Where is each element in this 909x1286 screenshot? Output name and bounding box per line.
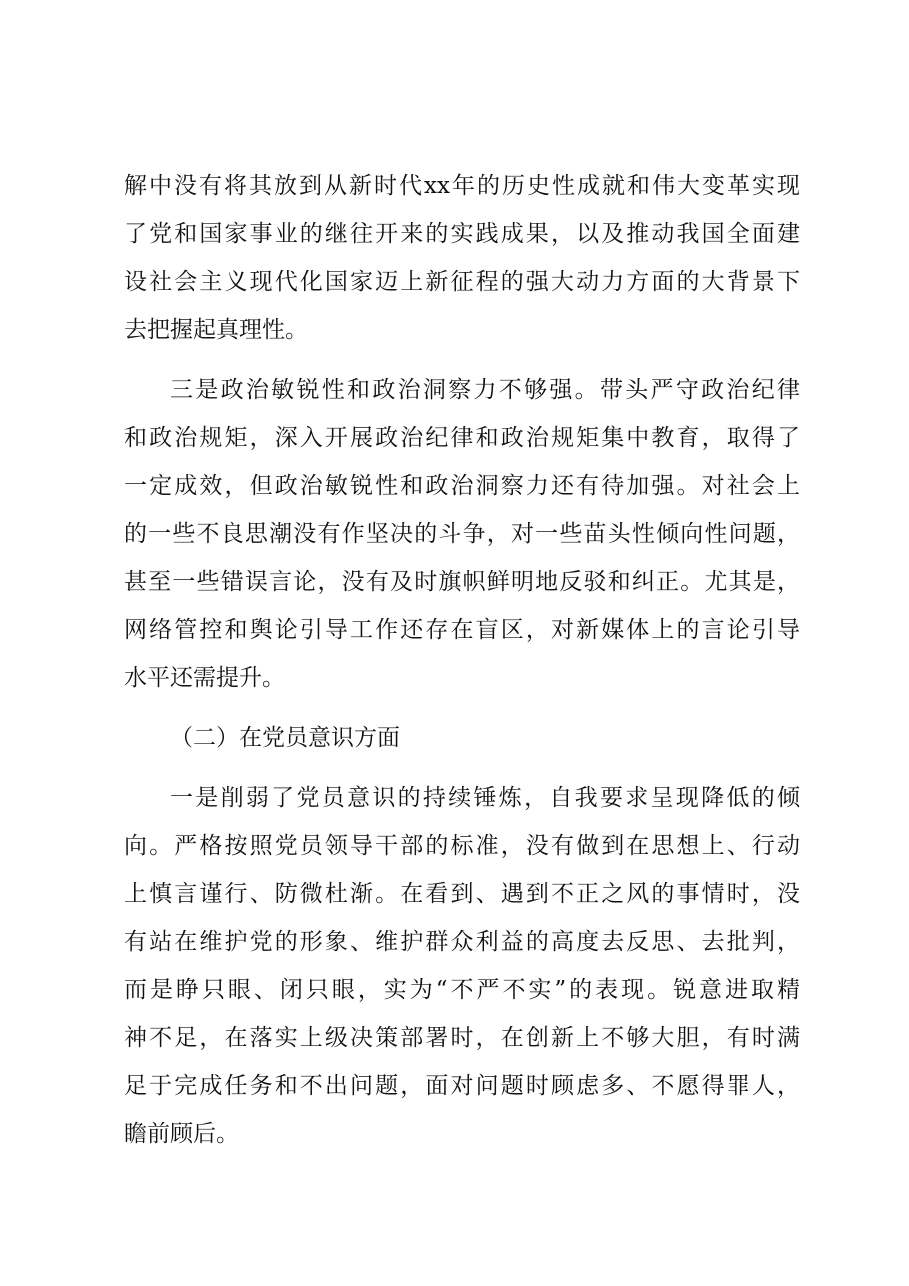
- text-line: 神不足，在落实上级决策部署时，在创新上不够大胆，有时满: [124, 1025, 800, 1051]
- paragraph-political-sensitivity: [124, 366, 800, 702]
- text-line: 的一些不良思潮没有作坚决的斗争，对一些苗头性倾向性问题，: [124, 521, 800, 547]
- document-body: [124, 162, 800, 1158]
- text-line: 甚至一些错误言论，没有及时旗帜鲜明地反驳和纠正。尤其是，: [124, 569, 800, 595]
- text-line: 一定成效，但政治敏锐性和政治洞察力还有待加强。对社会上: [124, 473, 800, 499]
- text-line: 水平还需提升。: [124, 665, 285, 691]
- heading-text: （二）在党员意识方面: [170, 725, 400, 751]
- text-line: 有站在维护党的形象、维护群众利益的高度去反思、去批判，: [124, 929, 800, 955]
- paragraph-gap: [124, 762, 800, 774]
- section-heading: [124, 714, 800, 762]
- text-line: 网络管控和舆论引导工作还存在盲区，对新媒体上的言论引导: [124, 617, 800, 643]
- paragraph-continuation: [124, 162, 800, 354]
- text-line: 设社会主义现代化国家迈上新征程的强大动力方面的大背景下: [124, 269, 800, 295]
- text-line: 瞻前顾后。: [124, 1121, 239, 1147]
- text-line: 三是政治敏锐性和政治洞察力不够强。带头严守政治纪律: [170, 377, 800, 403]
- text-line: 了党和国家事业的继往开来的实践成果，以及推动我国全面建: [124, 221, 800, 247]
- text-line: 足于完成任务和不出问题，面对问题时顾虑多、不愿得罪人，: [124, 1073, 800, 1099]
- text-line: 向。严格按照党员领导干部的标准，没有做到在思想上、行动: [124, 833, 800, 859]
- text-line: 去把握起真理性。: [124, 317, 308, 343]
- text-line: 上慎言谨行、防微杜渐。在看到、遇到不正之风的事情时，没: [124, 881, 800, 907]
- paragraph-party-awareness: [124, 774, 800, 1158]
- paragraph-gap: [124, 702, 800, 714]
- text-line: 而是睁只眼、闭只眼，实为“不严不实”的表现。锐意进取精: [124, 977, 800, 1003]
- paragraph-gap: [124, 354, 800, 366]
- text-line: 和政治规矩，深入开展政治纪律和政治规矩集中教育，取得了: [124, 425, 800, 451]
- text-line: 一是削弱了党员意识的持续锤炼，自我要求呈现降低的倾: [170, 785, 800, 811]
- text-line: 解中没有将其放到从新时代xx年的历史性成就和伟大变革实现: [124, 173, 800, 199]
